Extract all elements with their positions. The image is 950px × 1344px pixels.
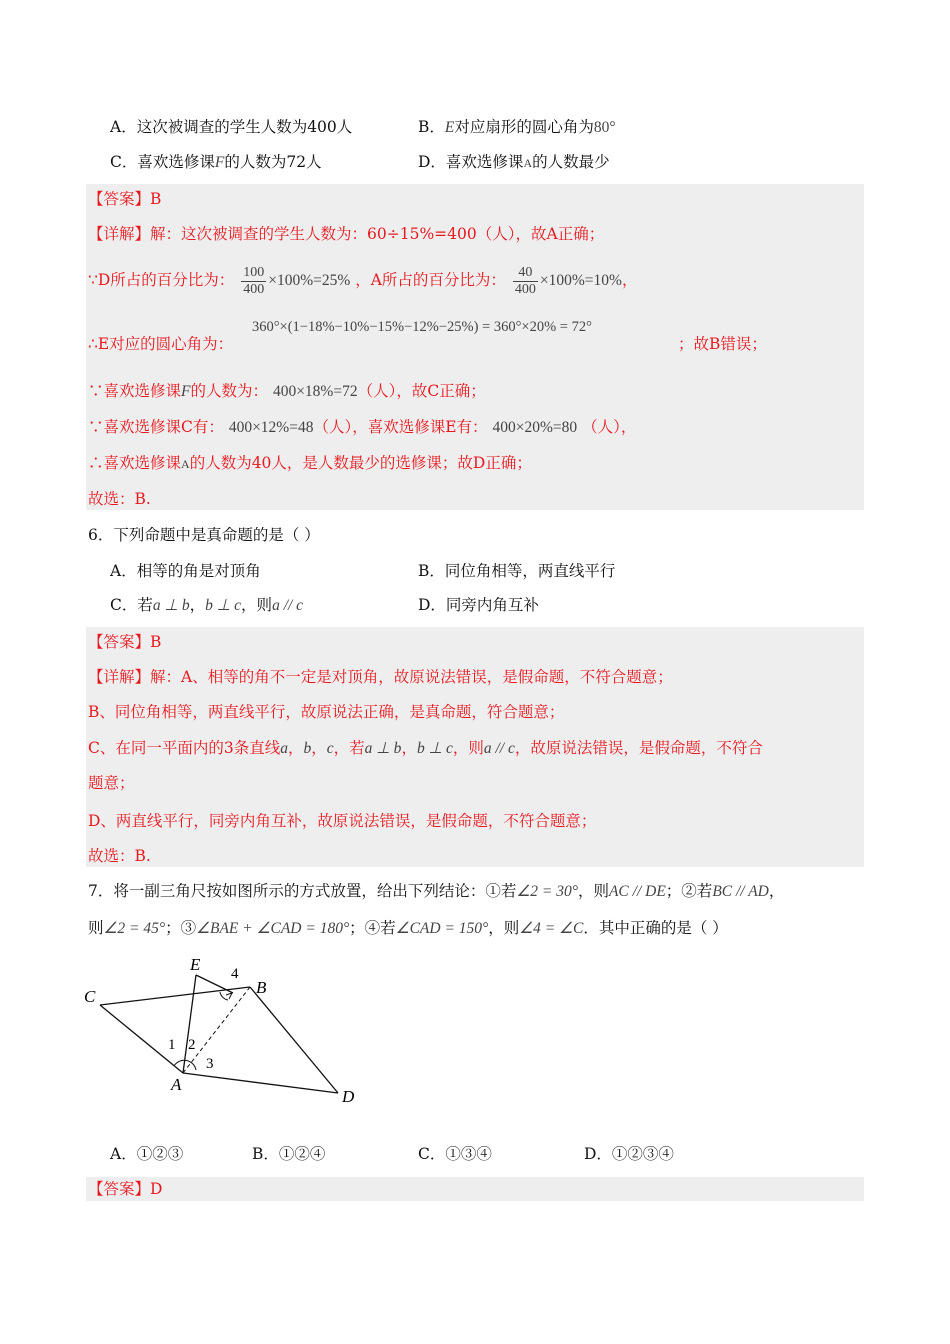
q5-detail-6: ∴喜欢选修课A的人数为40人，是人数最少的选修课；故D正确； [88,454,532,472]
q7-stem-line-2: 则∠2 = 45°；③∠BAE + ∠CAD = 180°；④若∠CAD = 150°，则∠4 = ∠C．其中正确的是（ ） [88,919,728,937]
q6-option-a: A．相等的角是对顶角 [110,562,261,580]
q5-detail-3-formula: 360°×(1−18%−10%−15%−12%−25%) = 360°×20% = 72° [252,319,592,335]
q5-detail-7: 故选：B. [88,490,151,508]
line-e-corner [196,975,233,993]
q6-option-d: D．同旁内角互补 [418,596,539,614]
q5-option-d: D．喜欢选修课A的人数最少 [418,153,610,171]
q6-detail-2: B、同位角相等，两直线平行，故原说法正确，是真命题，符合题意； [88,703,565,721]
angle-arc-4 [220,992,228,1000]
q5-option-c: C．喜欢选修课F的人数为72人 [110,153,322,171]
q6-detail-5: 故选：B. [88,847,151,865]
q7-option-a: A．①②③ [110,1145,184,1163]
label-e: E [190,955,201,974]
q7-option-c: C．①③④ [418,1145,492,1163]
q5-detail-3-end: ；故B错误； [678,335,767,353]
label-a: A [171,1075,182,1094]
label-d: D [342,1087,355,1106]
q6-stem: 6．下列命题中是真命题的是（ ） [88,526,320,544]
line-ae [183,975,196,1073]
label-angle-4: 4 [231,966,239,982]
q7-stem-line-1: 7．将一副三角尺按如图所示的方式放置，给出下列结论：①若∠2 = 30°，则AC // DE；②若BC // AD， [88,882,785,900]
q5-detail-3-label: ∴E对应的圆心角为： [88,335,234,353]
q7-option-d: D．①②③④ [584,1145,674,1163]
q5-detail-5: ∵喜欢选修课C有： 400×12%=48（人），喜欢选修课E有： 400×20%=80 （人）， [88,418,637,436]
q7-option-b: B．①②④ [252,1145,326,1163]
q6-option-c: C．若a ⊥ b，b ⊥ c，则a // c [110,596,304,614]
line-ad [183,1073,338,1093]
q5-option-a: A．这次被调查的学生人数为400人 [110,118,353,136]
fraction-100-400: $\frac{100}{400}$ [243,264,265,297]
triangle-diagram [80,950,380,1110]
line-bd [250,987,338,1093]
q5-option-b: B．E对应扇形的圆心角为80° [418,118,616,136]
q7-triangle-figure [80,950,380,1110]
label-c: C [84,987,96,1006]
q5-detail-2: ∵D所占的百分比为： $\frac{100}{400}$ ×100%=25% ，A所占的百分比为： $\frac{40}{400}$ ×100%=10%， [88,264,638,297]
q6-detail-4: D、两直线平行，同旁内角互补，故原说法错误，是假命题，不符合题意； [88,812,597,830]
q6-option-b: B．同位角相等，两直线平行 [418,562,616,580]
label-b: B [256,978,267,997]
q5-detail-1: 【详解】解：这次被调查的学生人数为：60÷15%=400（人），故A正确； [88,225,605,243]
angle-arrow [226,993,232,999]
fraction-40-400: $\frac{40}{400}$ [514,264,536,297]
q5-answer: 【答案】B [88,190,162,208]
label-angle-3: 3 [206,1056,214,1072]
q6-answer: 【答案】B [88,633,162,651]
q6-detail-1: 【详解】解：A、相等的角不一定是对顶角，故原说法错误，是假命题，不符合题意； [88,668,673,686]
label-angle-2: 2 [188,1037,196,1053]
q7-answer: 【答案】D [88,1180,163,1198]
q6-detail-3-wrap: 题意； [88,774,135,792]
q6-detail-3: C、在同一平面内的3条直线a，b，c，若a ⊥ b，b ⊥ c，则a // c，故原说法错误，是假命题，不符合 [88,739,763,757]
q5-detail-4: ∵喜欢选修课F的人数为： 400×18%=72（人），故C正确； [88,382,486,400]
label-angle-1: 1 [168,1037,176,1053]
q7-answer-block [86,1177,864,1201]
